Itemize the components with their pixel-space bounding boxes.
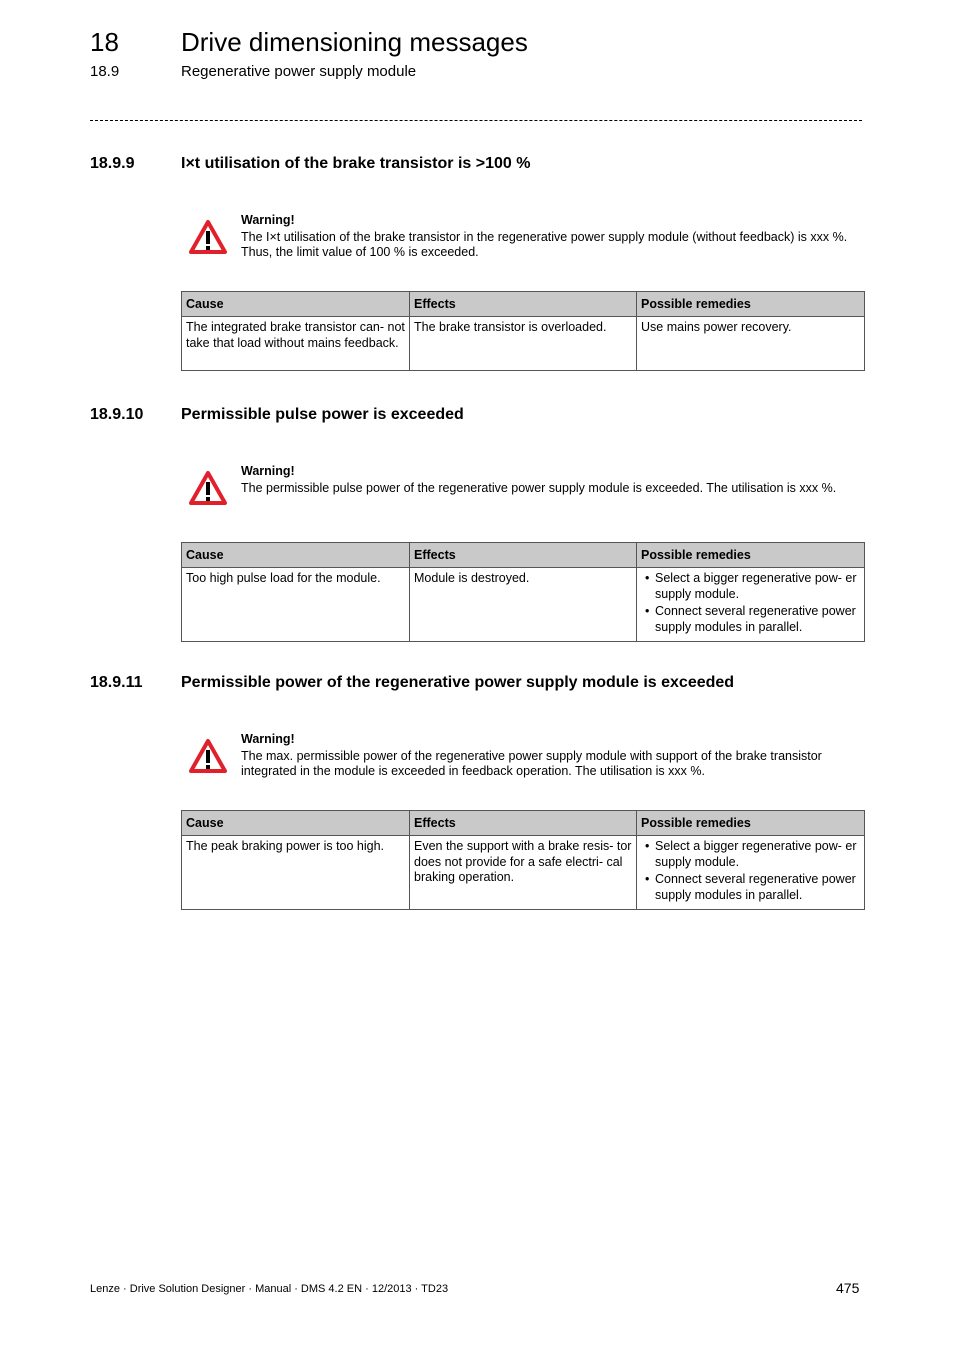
warning-label: Warning!: [241, 213, 295, 227]
warning-text: The max. permissible power of the regenerative power supply module with support of the brake transistor integrated in the module is exceeded in feedback operation. The utilisation is xxx %.: [241, 749, 822, 778]
list-item: • Select a bigger regenerative pow- er supply module.: [655, 839, 860, 870]
table-row: [182, 568, 865, 642]
remedies-list: [641, 839, 860, 903]
list-item: • Select a bigger regenerative pow- er supply module.: [655, 571, 860, 602]
column-header-cause: Cause: [182, 811, 410, 836]
column-header-effects: Effects: [410, 292, 637, 317]
column-header-remedies: Possible remedies: [637, 811, 865, 836]
warning-triangle-icon: [188, 219, 228, 255]
table-header-row: [182, 811, 865, 836]
subsection-title: Permissible power of the regenerative power supply module is exceeded: [181, 674, 735, 691]
cause-cell: The peak braking power is too high.: [182, 836, 410, 910]
column-header-effects: Effects: [410, 543, 637, 568]
subsection-number: 18.9.9: [90, 155, 135, 172]
header-divider: [90, 120, 862, 121]
table-row: [182, 836, 865, 910]
list-item: • Connect several regenerative power supply modules in parallel.: [655, 872, 860, 903]
section-number: 18.9: [90, 63, 120, 80]
column-header-effects: Effects: [410, 811, 637, 836]
effects-cell: The brake transistor is overloaded.: [410, 317, 637, 371]
warning-text: The permissible pulse power of the regenerative power supply module is exceeded. The utilisation is xxx %.: [241, 481, 837, 495]
remedies-list: [641, 571, 860, 635]
column-header-remedies: Possible remedies: [637, 292, 865, 317]
table-row: [182, 317, 865, 371]
subsection-number: 18.9.11: [90, 674, 143, 691]
message-table: [181, 542, 865, 642]
subsection-title: Permissible pulse power is exceeded: [181, 406, 464, 423]
subsection-number: 18.9.10: [90, 406, 144, 423]
table-header-row: [182, 292, 865, 317]
warning-triangle-icon: [188, 738, 228, 774]
message-table: [181, 291, 865, 371]
list-item: • Connect several regenerative power supply modules in parallel.: [655, 604, 860, 635]
warning-label: Warning!: [241, 732, 295, 746]
effects-cell: Module is destroyed.: [410, 568, 637, 642]
footer-text: Lenze · Drive Solution Designer · Manual · DMS 4.2 EN · 12/2013 · TD23: [90, 1283, 449, 1295]
column-header-cause: Cause: [182, 543, 410, 568]
remedies-cell: [637, 836, 865, 910]
cause-cell: The integrated brake transistor can- not take that load without mains feedback.: [182, 317, 410, 371]
column-header-cause: Cause: [182, 292, 410, 317]
cause-cell: Too high pulse load for the module.: [182, 568, 410, 642]
chapter-number: 18: [90, 27, 119, 57]
remedies-cell: [637, 568, 865, 642]
chapter-title: Drive dimensioning messages: [181, 27, 528, 57]
table-header-row: [182, 543, 865, 568]
column-header-remedies: Possible remedies: [637, 543, 865, 568]
effects-cell: Even the support with a brake resis- tor does not provide for a safe electri- cal braking operation.: [410, 836, 637, 910]
remedies-cell: Use mains power recovery.: [637, 317, 865, 371]
message-table: [181, 810, 865, 910]
subsection-title: I×t utilisation of the brake transistor is >100 %: [181, 155, 531, 172]
section-title: Regenerative power supply module: [181, 63, 417, 80]
page-number: 475: [836, 1280, 860, 1296]
warning-text: The I×t utilisation of the brake transistor in the regenerative power supply module (without feedback) is xxx %. Thus, the limit value of 100 % is exceeded.: [241, 230, 848, 259]
warning-label: Warning!: [241, 464, 295, 478]
warning-triangle-icon: [188, 470, 228, 506]
